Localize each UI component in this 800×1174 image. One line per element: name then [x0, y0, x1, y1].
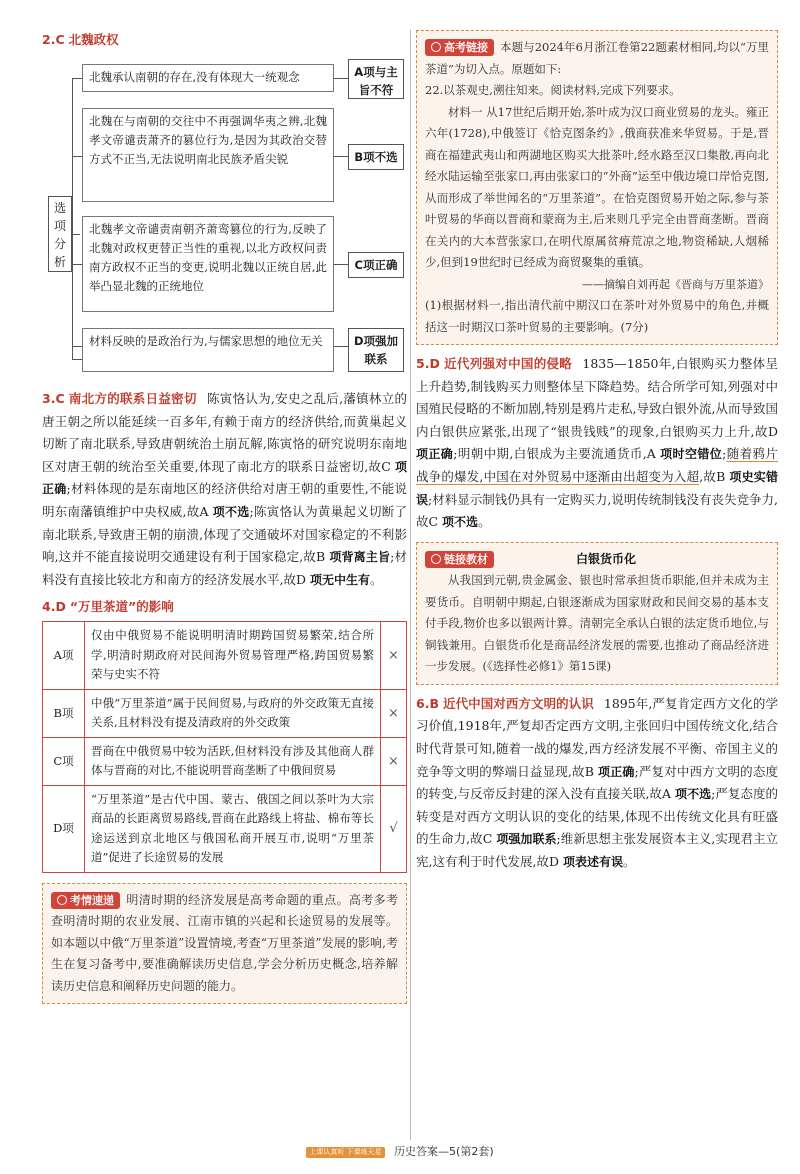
verdict-4: D项强加联系 — [348, 328, 404, 372]
q5-segment: ; — [722, 446, 727, 462]
q5-segment: 随着鸦片战争的爆发,中国在对外贸易中逐渐由出超变为入超 — [416, 446, 778, 484]
q5-segment: 项史实错误 — [416, 469, 778, 507]
footer-text: 历史答案—5(第2套) — [394, 1145, 494, 1158]
tick-3 — [72, 264, 82, 265]
q5-segment: ;材料显示制钱仍具有一定购买力,说明传统制钱没有丧失竞争力,故C — [416, 491, 778, 530]
q3-block — [42, 388, 407, 591]
analysis-row-1: 北魏承认南朝的存在,没有体现大一统观念 — [82, 64, 334, 92]
q5-block — [416, 353, 778, 534]
analysis-row-3: 北魏孝文帝谴责南朝齐萧鸾篡位的行为,反映了北魏对政权更替正当性的重视,以北方政权问责南方政权不正当的变更,说明北魏以正统自居,此举凸显北魏的正统地位 — [82, 216, 334, 312]
tick-2 — [72, 156, 82, 157]
tag-icon — [431, 554, 441, 564]
q3-segment: 项正确 — [42, 459, 407, 497]
column-divider — [410, 30, 411, 1140]
q2-heading — [42, 30, 407, 50]
option-label: C项 — [43, 737, 85, 785]
option-label: D项 — [43, 785, 85, 872]
page-footer — [0, 1143, 800, 1159]
q3-segment: 项不选 — [212, 504, 250, 519]
check-mark: √ — [381, 785, 407, 872]
q5-segment: 项正确 — [416, 447, 454, 462]
verdict-2: B项不选 — [348, 144, 404, 170]
textbook-tag-label: 链接教材 — [444, 552, 488, 566]
right-column — [416, 30, 778, 874]
connector-2 — [334, 156, 348, 157]
q5-explanation — [416, 356, 778, 529]
option-label: B项 — [43, 689, 85, 737]
q3-title: 南北方的联系日益密切 — [68, 391, 197, 406]
q5-segment: 项时空错位 — [660, 447, 723, 462]
cross-mark: × — [381, 622, 407, 690]
option-analysis: 中俄“万里茶道”属于民间贸易,与政府的外交政策无直接关系,且材料没有提及清政府的外交政策 — [85, 689, 381, 737]
q5-segment: 。 — [478, 514, 491, 530]
q2-number: 2.C — [42, 32, 65, 47]
q6-segment: 项正确 — [598, 764, 635, 779]
footer-logo: 上课认真听 下课练天星 — [306, 1147, 384, 1158]
q6-number: 6.B — [416, 695, 439, 711]
q3-segment: 项无中生有 — [309, 572, 370, 587]
diagram-bracket-mid — [72, 234, 80, 235]
q3-segment: 陈寅恪认为,安史之乱后,藩镇林立的唐王朝之所以能延续一百多年,有赖于南方的经济供给,而黄巢起义切断了南北联系,导致唐朝统治土崩瓦解,陈寅恪的研究说明东南地区对唐王朝的统治至关重要,体现了南北方的联系日益密切,故C — [42, 391, 407, 474]
q6-explanation — [416, 696, 778, 869]
option-analysis: 晋商在中俄贸易中较为活跃,但材料没有涉及其他商人群体与晋商的对比,不能说明晋商垄断了中俄间贸易 — [85, 737, 381, 785]
textbook-link-box — [416, 542, 778, 685]
option-row — [43, 689, 407, 737]
tick-1 — [72, 78, 82, 79]
q4-heading — [42, 597, 407, 617]
option-label: A项 — [43, 622, 85, 690]
q3-segment: 。 — [370, 571, 383, 587]
exam-tip-box — [42, 883, 407, 1005]
option-row — [43, 622, 407, 690]
gaokao-tag-label: 高考链接 — [444, 41, 488, 54]
option-row — [43, 785, 407, 872]
q6-segment: 项不选 — [675, 787, 712, 802]
tick-4 — [72, 346, 82, 347]
gaokao-source: ——摘编自刘再起《晋商与万里茶道》 — [582, 277, 769, 291]
q6-segment: 项强加联系 — [496, 832, 557, 847]
cross-mark: × — [381, 689, 407, 737]
connector-3 — [334, 264, 348, 265]
q5-number: 5.D — [416, 356, 440, 371]
q4-number: 4.D — [42, 599, 66, 615]
q3-number: 3.C — [42, 391, 65, 406]
diagram-bracket — [72, 78, 82, 360]
q3-segment: ;材料没有直接比较北方和南方的经济发展水平,故D — [42, 549, 407, 587]
option-analysis: 仅由中俄贸易不能说明明清时期跨国贸易繁荣,结合所学,明清时期政府对民间海外贸易管理严格,跨国贸易繁荣与史实不符 — [85, 622, 381, 690]
q4-title: “万里茶道”的影响 — [69, 599, 174, 615]
cross-mark: × — [381, 737, 407, 785]
tip-tag-label: 考情速递 — [70, 893, 114, 907]
verdict-1: A项与主旨不符 — [348, 59, 404, 99]
q4-options-table — [42, 621, 407, 873]
gaokao-intro: 本题与2024年6月浙江卷第22题素材相同,均以“万里茶道”为切入点。原题如下: — [425, 40, 769, 76]
q6-segment: ;严复态度的转变是对西方文明认识的变化的结果,体现不出传统文化具有旺盛的生命力,故C — [416, 786, 778, 847]
q5-title: 近代列强对中国的侵略 — [444, 356, 573, 371]
left-column — [42, 30, 407, 1004]
q5-segment: ,故B — [699, 468, 730, 484]
q5-segment: 项不选 — [442, 515, 479, 530]
option-analysis: “万里茶道”是古代中国、蒙古、俄国之间以茶叶为大宗商品的长距离贸易路线,晋商在此路线上将盐、棉布等长途运送到京北地区与俄国私商开展互市,说明“万里茶道”促进了长途贸易的发展 — [85, 785, 381, 872]
q5-segment: ;明朝中期,白银成为主要流通货币,A — [453, 446, 661, 462]
q6-block — [416, 693, 778, 874]
gaokao-link-box — [416, 30, 778, 345]
verdict-3: C项正确 — [348, 252, 404, 278]
q6-segment: 项表述有误 — [562, 854, 623, 869]
q3-explanation — [42, 391, 407, 587]
textbook-tag — [425, 551, 494, 568]
tag-icon — [431, 42, 441, 52]
gaokao-question: (1)根据材料一,指出清代前中期汉口在茶叶对外贸易中的角色,并概括这一时期汉口茶叶贸易的主要影响。(7分) — [425, 298, 769, 334]
side-label: 选项分析 — [48, 196, 72, 272]
tip-text: 明清时期的经济发展是高考命题的重点。高考多考查明清时期的农业发展、江南市镇的兴起和长途贸易的发展等。如本题以中俄“万里茶道”设置情境,考查“万里茶道”发展的影响,考生在复习备考中,要准确解读历史信息,学会分析历史概念,培养解读历史信息和阐释历史问题的能力。 — [51, 892, 398, 993]
connector-4 — [334, 346, 348, 347]
gaokao-tag — [425, 39, 494, 56]
q6-segment: ;严复对中西方文明的态度的转变,与反帝反封建的深入没有直接关联,故A — [416, 763, 778, 802]
tip-tag — [51, 892, 120, 909]
gaokao-material: 材料一 从17世纪后期开始,茶叶成为汉口商业贸易的龙头。雍正六年(1728),中俄签订《恰克图条约》,俄商获准来华贸易。于是,晋商在福建武夷山和两湖地区购买大批茶叶,经水路至汉口集散,再向北经水陆运输至张家口,再由张家口的“外商”运至中俄边境口岸恰克图,从而形成了举世闻名的“万里茶道”。在恰克图贸易开始之际,参与茶叶贸易的华商以晋商和蒙商为主,后来则几乎完全由晋商垄断。晋商在关内的大本营张家口,在明代原属贫瘠荒凉之地,物资稀缺,人烟稀少,但到19世纪时已经成为商贸聚集的重镇。 — [425, 104, 769, 269]
tag-icon — [57, 895, 67, 905]
option-row — [43, 737, 407, 785]
analysis-row-4: 材料反映的是政治行为,与儒家思想的地位无关 — [82, 328, 334, 372]
textbook-title: 白银货币化 — [576, 551, 637, 566]
q6-segment: ;维新思想主张发展资本主义,实现君主立宪,这有利于时代发展,故D — [416, 831, 778, 869]
gaokao-question-line: 22.以茶观史,溯往知来。阅读材料,完成下列要求。 — [425, 83, 681, 97]
connector-1 — [334, 78, 348, 79]
q2-title: 北魏政权 — [68, 32, 119, 47]
q2-analysis-diagram — [42, 56, 407, 374]
q5-segment: 1835—1850年,白银购买力整体呈上升趋势,制钱购买力则整体呈下降趋势。结合所学可知,列强对中国殖民侵略的不断加剧,特别是鸦片走私,导致白银外流,从而导致国内白银供应紧张,出现了“银贵钱贱”的现象,白银购买力上升,故D — [416, 356, 778, 439]
q6-title: 近代中国对西方文明的认识 — [443, 695, 594, 711]
q3-segment: ;陈寅恪认为黄巢起义切断了南北联系,导致唐王朝的崩溃,体现了交通破坏对国家稳定的不利影响,这并不能直接说明交通建设有利于国家稳定,故B — [42, 503, 407, 565]
analysis-row-2: 北魏在与南朝的交往中不再强调华夷之辨,北魏孝文帝谴责萧齐的篡位行为,是因为其政治交替方式不正当,无法说明南北民族矛盾尖锐 — [82, 108, 334, 202]
q6-segment: 1895年,严复肯定西方文化的学习价值,1918年,严复却否定西方文明,主张回归中国传统文化,结合时代背景可知,随着一战的爆发,西方经济发展不平衡、帝国主义的竞争等文明的弊端日益显现,故B — [416, 695, 778, 779]
q3-segment: 项背离主旨 — [329, 550, 391, 565]
q6-segment: 。 — [622, 853, 636, 869]
q3-segment: ;材料体现的是东南地区的经济供给对唐王朝的重要性,不能说明东南藩镇维护中央权威,故A — [42, 481, 407, 519]
textbook-text: 从我国到元朝,贵金属金、银也时常承担货币职能,但并未成为主要货币。自明朝中期起,白银逐渐成为国家财政和民间交易的基本支付手段,物价也多以银两计算。清朝完全承认白银的法定货币地位,与铜钱兼用。白银货币化是商品经济发展的需要,也推动了商品经济进一步发展。(《选择性必修1》第15课) — [425, 573, 769, 674]
